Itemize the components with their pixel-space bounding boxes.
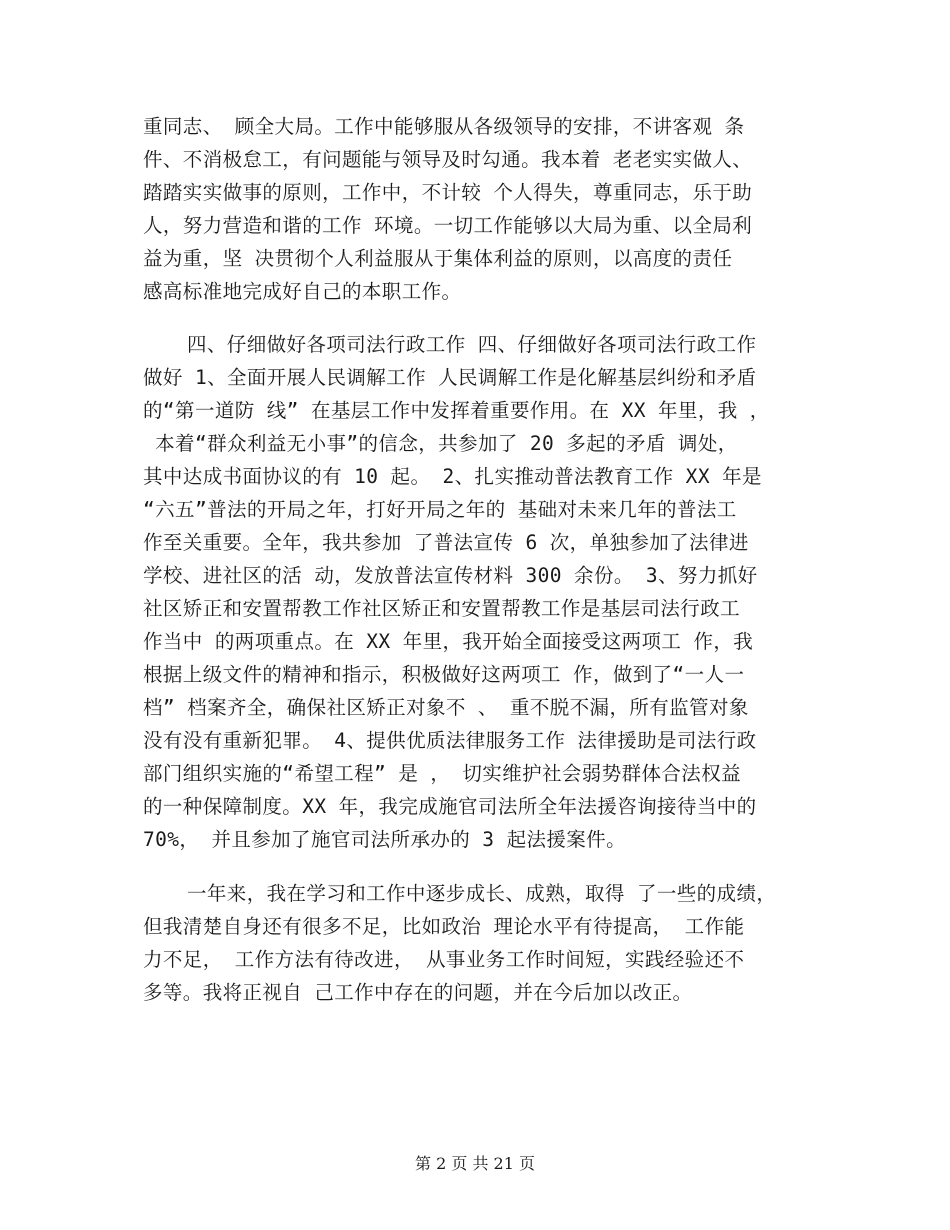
text-line: 做好 1、全面开展人民调解工作 人民调解工作是化解基层纠纷和矛盾: [143, 366, 757, 389]
text-line: 一年来，我在学习和工作中逐步成长、成熟，取得 了一些的成绩，: [187, 882, 777, 905]
section-heading-line: 四、仔细做好各项司法行政工作 四、仔细做好各项司法行政工作: [187, 333, 757, 356]
text-line: 作至关重要。全年，我共参加 了普法宣传 6 次，单独参加了法律进: [143, 531, 749, 554]
text-line: 益为重，坚 决贯彻个人利益服从于集体利益的原则，以高度的责任: [143, 247, 733, 270]
text-line: 70%， 并且参加了施官司法所承办的 3 起法援案件。: [143, 828, 626, 851]
page-number-footer: 第 2 页 共 21 页: [415, 1154, 535, 1173]
text-line: 没有没有重新犯罪。 4、提供优质法律服务工作 法律援助是司法行政: [143, 729, 757, 752]
text-line: 件、不消极怠工，有问题能与领导及时勾通。我本着 老老实实做人、: [143, 148, 753, 171]
text-line: 多等。我将正视自 己工作中存在的问题，并在今后加以改正。: [143, 981, 693, 1004]
text-line: 感高标准地完成好自己的本职工作。: [143, 280, 462, 303]
text-line: 的一种保障制度。XX 年，我完成施官司法所全年法援咨询接待当中的: [143, 795, 757, 818]
text-line: 根据上级文件的精神和指示，积极做好这两项工 作，做到了“一人一: [143, 663, 745, 686]
text-line: 力不足， 工作方法有待改进， 从事业务工作时间短，实践经验还不: [143, 948, 745, 971]
text-line: 本着“群众利益无小事”的信念，共参加了 20 多起的矛盾 调处，: [143, 432, 738, 455]
text-line: 但我清楚自身还有很多不足，比如政治 理论水平有待提高， 工作能: [143, 915, 745, 938]
text-line: 作当中 的两项重点。在 XX 年里，我开始全面接受这两项工 作，我: [143, 630, 754, 653]
text-line: 部门组织实施的“希望工程” 是 ， 切实维护社会弱势群体合法权益: [143, 762, 742, 785]
text-line: 学校、进社区的活 动，发放普法宣传材料 300 余份。 3、努力抓好: [143, 564, 758, 587]
text-line: 的“第一道防 线” 在基层工作中发挥着重要作用。在 XX 年里，我 ，: [143, 399, 770, 422]
text-line: “六五”普法的开局之年，打好开局之年的 基础对未来几年的普法工: [143, 498, 737, 521]
text-line: 踏踏实实做事的原则，工作中，不计较 个人得失，尊重同志，乐于助: [143, 181, 753, 204]
text-line: 其中达成书面协议的有 10 起。 2、扎实推动普法教育工作 XX 年是: [143, 465, 762, 488]
text-line: 档” 档案齐全，确保社区矫正对象不 、 重不脱不漏，所有监管对象: [143, 696, 749, 719]
text-line: 重同志、 顾全大局。工作中能够服从各级领导的安排，不讲客观 条: [143, 115, 745, 138]
text-line: 人，努力营造和谐的工作 环境。一切工作能够以大局为重、以全局利: [143, 214, 753, 237]
text-line: 社区矫正和安置帮教工作社区矫正和安置帮教工作是基层司法行政工: [143, 597, 741, 620]
